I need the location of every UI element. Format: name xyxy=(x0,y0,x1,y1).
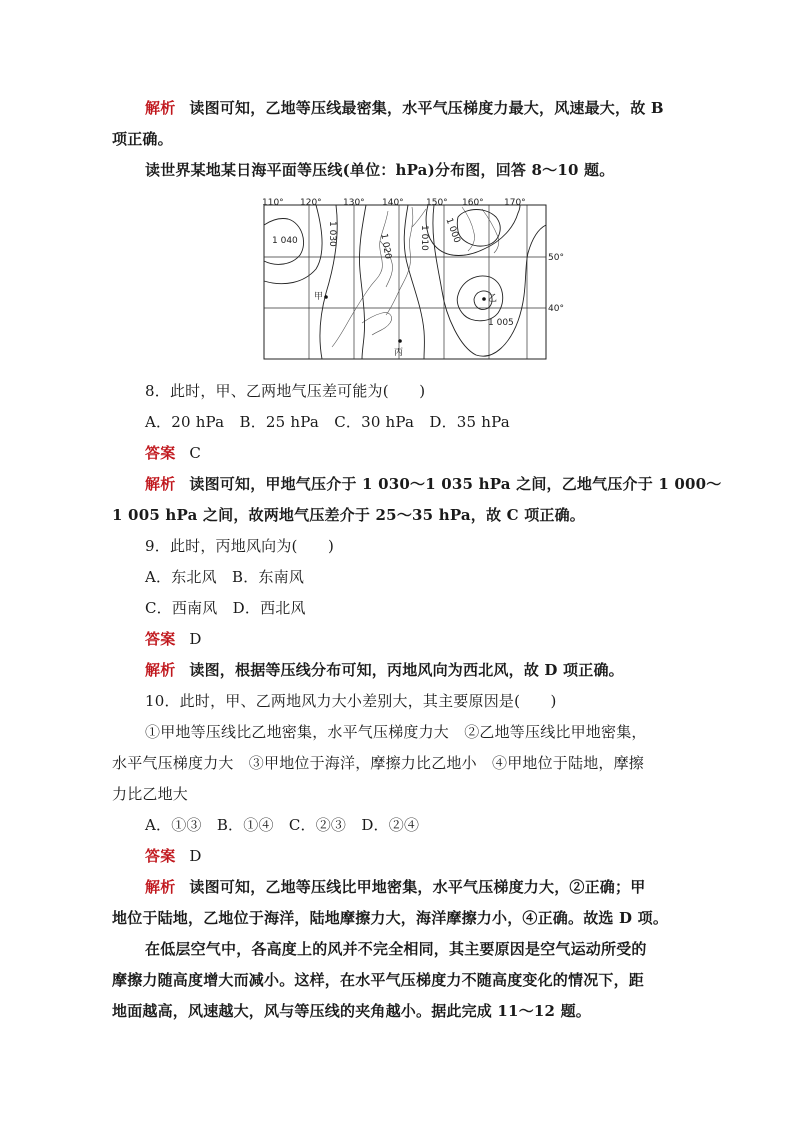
q9-answer xyxy=(145,628,202,650)
analysis-tag: 解析 xyxy=(145,475,176,493)
isobar-1005-label: 1 005 xyxy=(488,318,514,328)
isobar-1040-label: 1 040 xyxy=(272,236,298,246)
answer-tag: 答案 xyxy=(145,630,176,648)
q8-analysis-text: 读图可知，甲地气压介于 1 030～1 035 hPa 之间，乙地气压介于 1 000～ xyxy=(189,475,722,493)
q10-answer-value: D xyxy=(189,847,202,865)
analysis-tag: 解析 xyxy=(145,99,176,117)
q10-answer xyxy=(145,845,202,867)
place-bing-label: 丙 xyxy=(394,348,404,358)
analysis-tag: 解析 xyxy=(145,878,176,896)
q8-answer xyxy=(145,442,201,464)
analysis-text: 读图可知，乙地等压线最密集，水平气压梯度力最大，风速最大，故 B xyxy=(189,99,664,117)
question-intro: 读世界某地某日海平面等压线(单位：hPa)分布图，回答 8～10 题。 xyxy=(145,161,615,179)
q9-analysis xyxy=(145,659,624,681)
isobar-1030-label: 1 030 xyxy=(327,221,337,247)
q8-analysis xyxy=(145,473,722,495)
isobar-1020-label: 1 020 xyxy=(378,232,393,260)
closing-paragraph-3: 地面越高，风速越大，风与等压线的夹角越小。据此完成 11～12 题。 xyxy=(112,1002,591,1020)
q10-statements-3: 力比乙地大 xyxy=(112,785,189,803)
q8-answer-value: C xyxy=(189,444,202,462)
closing-paragraph-2: 摩擦力随高度增大而减小。这样，在水平气压梯度力不随高度变化的情况下，距 xyxy=(112,971,645,989)
q10-analysis-cont: 地位于陆地，乙地位于海洋，陆地摩擦力大，海洋摩擦力小，④正确。故选 D 项。 xyxy=(112,909,669,927)
lon-130-label: 130° xyxy=(343,198,365,208)
place-jia-label: 甲 xyxy=(314,292,324,302)
lon-160-label: 160° xyxy=(462,198,484,208)
q8-analysis-cont: 1 005 hPa 之间，故两地气压差介于 25～35 hPa，故 C 项正确。 xyxy=(112,506,585,524)
lat-50-label: 50° xyxy=(548,253,564,263)
q10-analysis-text: 读图可知，乙地等压线比甲地密集，水平气压梯度力大，②正确；甲 xyxy=(189,878,646,896)
analysis-block-1 xyxy=(145,97,664,119)
q10-statements-1: ①甲地等压线比乙地密集，水平气压梯度力大 ②乙地等压线比甲地密集， xyxy=(145,723,647,741)
lon-150-label: 150° xyxy=(426,198,448,208)
answer-tag: 答案 xyxy=(145,444,176,462)
analysis-text-cont: 项正确。 xyxy=(112,130,173,148)
isobar-map xyxy=(262,197,568,361)
isobar-1010-label: 1 010 xyxy=(419,225,429,251)
q10-analysis xyxy=(145,876,645,898)
place-jia-marker xyxy=(324,295,328,299)
isobar-1000-label: 1 000 xyxy=(443,216,462,245)
place-bing-marker xyxy=(398,339,402,343)
q9-answer-value: D xyxy=(189,630,202,648)
q9-stem: 9．此时，丙地风向为( ) xyxy=(145,537,335,555)
q10-options: A．①③ B．①④ C．②③ D．②④ xyxy=(145,816,420,834)
q8-options: A．20 hPa B．25 hPa C．30 hPa D．35 hPa xyxy=(145,413,510,431)
lon-140-label: 140° xyxy=(382,198,404,208)
analysis-tag: 解析 xyxy=(145,661,176,679)
answer-tag: 答案 xyxy=(145,847,176,865)
lat-40-label: 40° xyxy=(548,304,564,314)
place-yi-label: 乙 xyxy=(488,294,498,304)
lon-170-label: 170° xyxy=(504,198,526,208)
q8-stem: 8．此时，甲、乙两地气压差可能为( ) xyxy=(145,382,426,400)
q9-options-1: A．东北风 B．东南风 xyxy=(145,568,305,586)
lon-120-label: 120° xyxy=(300,198,322,208)
place-yi-marker xyxy=(482,297,486,301)
q10-statements-2: 水平气压梯度力大 ③甲地位于海洋，摩擦力比乙地小 ④甲地位于陆地，摩擦 xyxy=(112,754,645,772)
q10-stem: 10．此时，甲、乙两地风力大小差别大，其主要原因是( ) xyxy=(145,692,557,710)
closing-paragraph-1: 在低层空气中，各高度上的风并不完全相同，其主要原因是空气运动所受的 xyxy=(145,940,647,958)
lon-110-label: 110° xyxy=(262,198,284,208)
q9-analysis-text: 读图，根据等压线分布可知，丙地风向为西北风，故 D 项正确。 xyxy=(189,661,624,679)
q9-options-2: C．西南风 D．西北风 xyxy=(145,599,306,617)
